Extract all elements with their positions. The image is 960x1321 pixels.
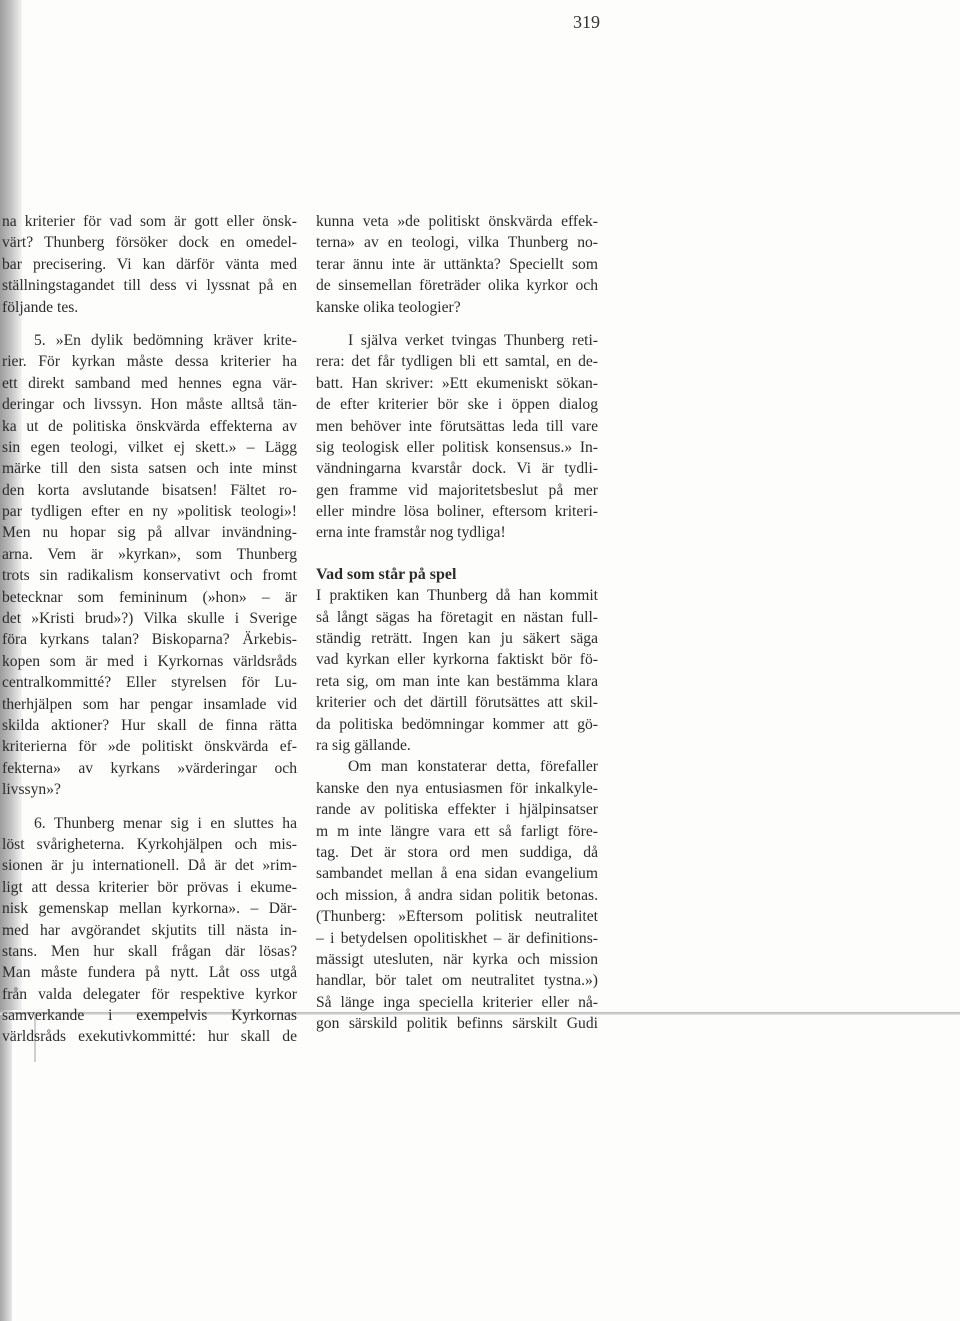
text-line: kunna veta »de politiskt önskvärda effek- (316, 213, 598, 230)
text-line: sig teologisk eller politisk konsensus.» In- (316, 438, 598, 456)
right-column (316, 211, 598, 1034)
text-line: sin egen teologi, vilket ej skett.» – Lägg (2, 438, 297, 456)
text-line: par tydligen efter en ny »politisk teologi»! (2, 503, 297, 521)
text-line: reta sig, om man inte kan bestämma klara (316, 672, 598, 690)
text-line: centralkommitté? Eller styrelsen för Lu- (2, 674, 297, 692)
text-line: så långt sägas ha företagit en nästan full- (316, 608, 598, 626)
text-line: ligt att dessa kriterier bör prövas i ekume- (2, 878, 297, 896)
text-line: rera: det får tydligen bli ett samtal, en de- (316, 353, 598, 371)
left-column (2, 211, 297, 1048)
text-line: bar precisering. Vi kan därför vänta med (2, 255, 297, 273)
text-line: fekterna» av kyrkans »värderingar och (2, 759, 297, 777)
text-line: kriterier och det därtill förutsättes att skil- (316, 694, 598, 712)
text-line: ett direkt samband med hennes egna vär- (2, 374, 297, 392)
text-line: Om man konstaterar detta, förefaller (348, 758, 598, 776)
text-line: livssyn»? (2, 781, 61, 799)
text-line: erna inte framstår nog tydliga! (316, 524, 506, 542)
text-line: sionen är ju internationell. Då är det »rim- (2, 857, 297, 875)
text-line: kriterierna för »de politiskt önskvärda ef- (2, 738, 297, 756)
text-line: I praktiken kan Thunberg då han kommit (316, 587, 598, 605)
text-line: tag. Det är stora ord men suddiga, då (316, 843, 598, 861)
text-line: kanske den nya entusiasmen för inkalkyle- (316, 779, 598, 797)
text-line: ra sig gällande. (316, 736, 411, 754)
text-line: therhjälpen som har pengar insamlade vid (2, 695, 297, 713)
text-line: den korta avslutande bisatsen! Fältet ro- (2, 481, 297, 499)
text-line: med har avgörandet skjutits till nästa in- (2, 921, 297, 939)
text-line: de efter kriterier bör ske i öppen dialog (316, 396, 598, 414)
text-line: Så länge inga speciella kriterier eller nå- (316, 993, 598, 1011)
text-line: rier. För kyrkan måste dessa kriterier ha (2, 353, 297, 371)
text-line: 5. »En dylik bedömning kräver krite- (34, 331, 297, 349)
text-line: eller mindre lösa boliner, eftersom kriteri- (316, 503, 598, 521)
text-line: (Thunberg: »Eftersom politisk neutralitet (316, 908, 598, 926)
text-line: Man måste fundera på nytt. Låt oss utgå (2, 964, 297, 982)
text-line: I själva verket tvingas Thunberg reti- (348, 331, 598, 349)
text-line: m m inte längre vara ett så farligt före- (316, 822, 598, 840)
text-line: det »Kristi brud»?) Vilka skulle i Sverige (2, 610, 297, 628)
text-line: föra kyrkans talan? Biskoparna? Ärkebis- (2, 631, 297, 649)
text-line: värt? Thunberg försöker dock en omedel- (2, 234, 297, 252)
text-line: vad kyrkan eller kyrkorna faktiskt bör fö- (316, 651, 598, 669)
page-number: 319 (573, 12, 600, 32)
text-line: betecknar som femininum (»hon» – är (2, 588, 297, 606)
text-line: vändningarna kvarstår dock. Vi är tydli- (316, 460, 598, 478)
right-column-text-upper (316, 211, 598, 544)
right-column-text-lower (316, 585, 598, 1034)
text-line: samverkande i exempelvis Kyrkornas (2, 1007, 297, 1025)
text-line: löst svårigheterna. Kyrkohjälpen och mis- (2, 835, 297, 853)
text-line: världsråds exekutivkommitté: hur skall de (2, 1028, 297, 1046)
section-gap (316, 544, 598, 564)
text-line: men behöver inte förutsättas leda till vare (316, 417, 598, 435)
text-line: da politiska bedömningar kommer att gö- (316, 715, 598, 733)
text-line: sambandet mellan å ena sidan evangelium (316, 865, 598, 883)
text-line: na kriterier för vad som är gott eller önsk- (2, 213, 297, 230)
paragraph-gap (316, 318, 598, 330)
text-line: följande tes. (2, 298, 79, 316)
scan-shadow-lower (0, 1010, 12, 1321)
section-heading: Vad som står på spel (316, 565, 457, 583)
text-line: märke till den sista satsen och inte minst (2, 460, 297, 478)
paragraph-gap (2, 318, 297, 330)
text-line: skilda aktioner? Hur skall de finna rätta (2, 716, 297, 734)
text-line: och mission, å andra sidan politik betonas. (316, 886, 598, 904)
text-line: terna» av en teologi, vilka Thunberg no- (316, 234, 598, 252)
text-line: gon särskild politik befinns särskilt Gudi (316, 1015, 598, 1033)
text-line: handlar, bör talet om neutralitet tystna.») (316, 972, 598, 990)
text-line: Men nu hopar sig på allvar invändning- (2, 524, 297, 542)
text-line: – i betydelsen opolitiskhet – är definitions- (316, 929, 598, 947)
text-line: terar ännu inte är uttänkta? Speciellt som (316, 255, 598, 273)
text-line: batt. Han skriver: »Ett ekumeniskt sökan- (316, 374, 598, 392)
text-line: kopen som är med i Kyrkornas världsråds (2, 652, 297, 670)
text-line: mässigt utesluten, när kyrka och mission (316, 950, 598, 968)
text-line: de sinsemellan företräder olika kyrkor och (316, 277, 598, 295)
text-line: rande av politiska effekter i hjälpinsatser (316, 801, 598, 819)
text-line: ständig reträtt. Ingen kan ju säkert säga (316, 630, 598, 648)
text-line: kanske olika teologier? (316, 298, 461, 316)
text-line: nisk gemenskap mellan kyrkorna». – Där- (2, 900, 297, 918)
text-line: arna. Vem är »kyrkan», som Thunberg (2, 545, 297, 563)
text-line: deringar och livssyn. Hon måste alltså tän- (2, 396, 297, 414)
paragraph-gap (2, 801, 297, 813)
text-line: ka ut de politiska önskvärda effekterna av (2, 417, 297, 435)
text-line: stans. Men hur skall frågan där lösas? (2, 942, 297, 960)
text-line: ställningstagandet till dess vi lyssnat på en (2, 277, 297, 295)
text-line: från valda delegater för respektive kyrkor (2, 985, 297, 1003)
text-line: 6. Thunberg menar sig i en sluttes ha (34, 814, 297, 832)
text-line: trots sin radikalism konservativt och fromt (2, 567, 297, 585)
text-line: gen framme vid majoritetsbeslut på mer (316, 481, 598, 499)
